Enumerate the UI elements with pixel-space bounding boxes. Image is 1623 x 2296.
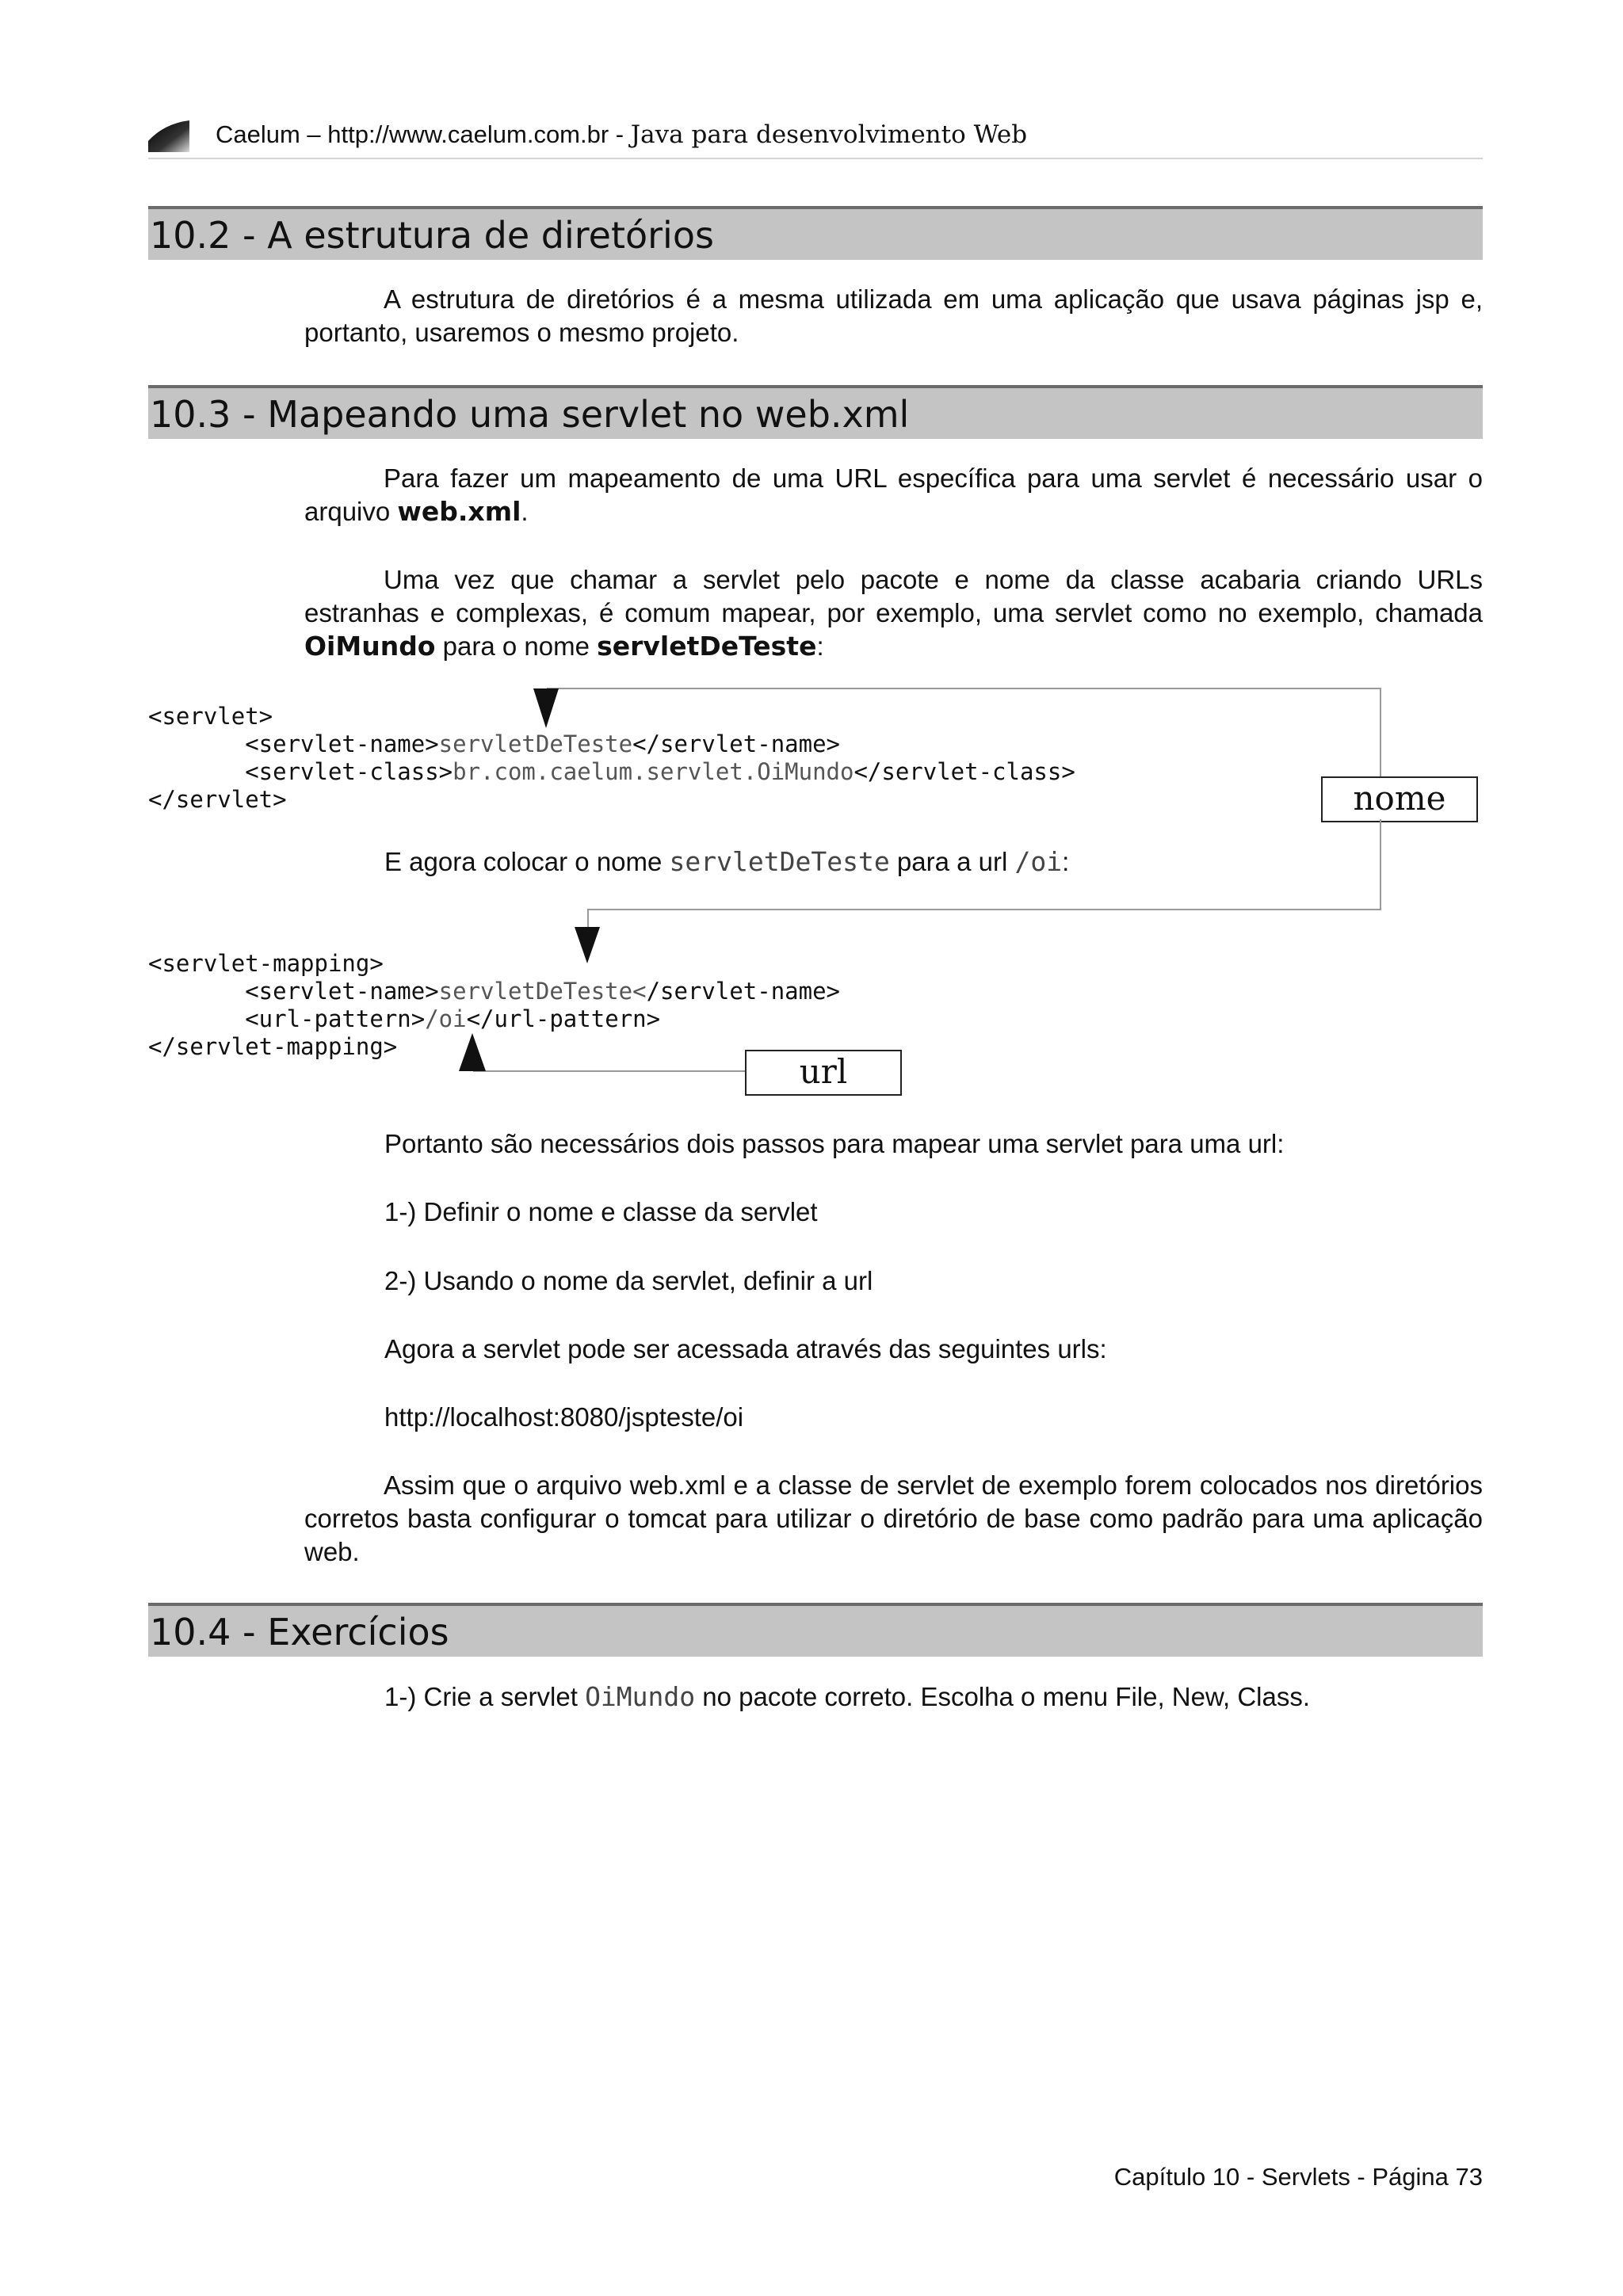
paragraph: Portanto são necessários dois passos para mapear uma servlet para uma url:	[384, 1129, 1285, 1158]
section-title: 10.2 - A estrutura de diretórios	[150, 214, 714, 257]
paragraph: A estrutura de diretórios é a mesma utilizada em uma aplicação que usava páginas jsp e, portanto, usaremos o mesmo projeto.	[304, 284, 1483, 347]
paragraph: Para fazer um mapeamento de uma URL específica para uma servlet é necessário usar o arquivo web.xml.	[304, 463, 1483, 527]
paragraph: Agora a servlet pode ser acessada através das seguintes urls:	[384, 1334, 1107, 1363]
step-item: 2-) Usando o nome da servlet, definir a url	[384, 1266, 873, 1295]
arrow-up-icon	[459, 1033, 486, 1071]
callout-nome: nome	[1321, 776, 1478, 822]
arrow-down-icon	[575, 927, 600, 963]
page-footer: Capítulo 10 - Servlets - Página 73	[1113, 2163, 1483, 2191]
exercise-item: 1-) Crie a servlet OiMundo no pacote correto. Escolha o menu File, New, Class.	[384, 1681, 1311, 1712]
section-title: 10.3 - Mapeando uma servlet no web.xml	[150, 393, 910, 436]
url-text: http://localhost:8080/jspteste/oi	[384, 1402, 744, 1432]
connector-nome-line	[588, 819, 1381, 927]
step-item: 1-) Definir o nome e classe da servlet	[384, 1197, 818, 1226]
paragraph: Uma vez que chamar a servlet pelo pacote e nome da classe acabaria criando URLs estranhas e complexas, é comum mapear, por exemplo, uma servlet como no exemplo, chamada OiMundo para o nome servletDeTeste:	[304, 565, 1483, 662]
section-heading-10-4	[148, 1603, 1483, 1657]
paragraph: E agora colocar o nome servletDeTeste para a url /oi:	[384, 846, 1070, 877]
callout-url: url	[745, 1050, 902, 1096]
code-block-servlet: <servlet> <servlet-name>servletDeTeste</servlet-name> <servlet-class>br.com.caelum.servlet.OiMundo</servlet-class> </servlet>	[148, 703, 1075, 813]
code-block-servlet-mapping: <servlet-mapping> <servlet-name>servletDeTeste</servlet-name> <url-pattern>/oi</url-pattern> </servlet-mapping>	[148, 950, 840, 1060]
section-title: 10.4 - Exercícios	[150, 1611, 449, 1653]
header-site: Caelum – http://www.caelum.com.br	[216, 120, 609, 148]
header-course-title: Java para desenvolvimento Web	[630, 120, 1028, 149]
paragraph: Assim que o arquivo web.xml e a classe de servlet de exemplo forem colocados nos diretórios corretos basta configurar o tomcat para utilizar o diretório de base como padrão para uma aplicação web.	[304, 1470, 1483, 1566]
arrow-down-icon	[533, 688, 559, 728]
running-header: Caelum – http://www.caelum.com.br - Java para desenvolvimento Web	[216, 120, 1028, 149]
connector-nome-line	[547, 688, 1381, 776]
